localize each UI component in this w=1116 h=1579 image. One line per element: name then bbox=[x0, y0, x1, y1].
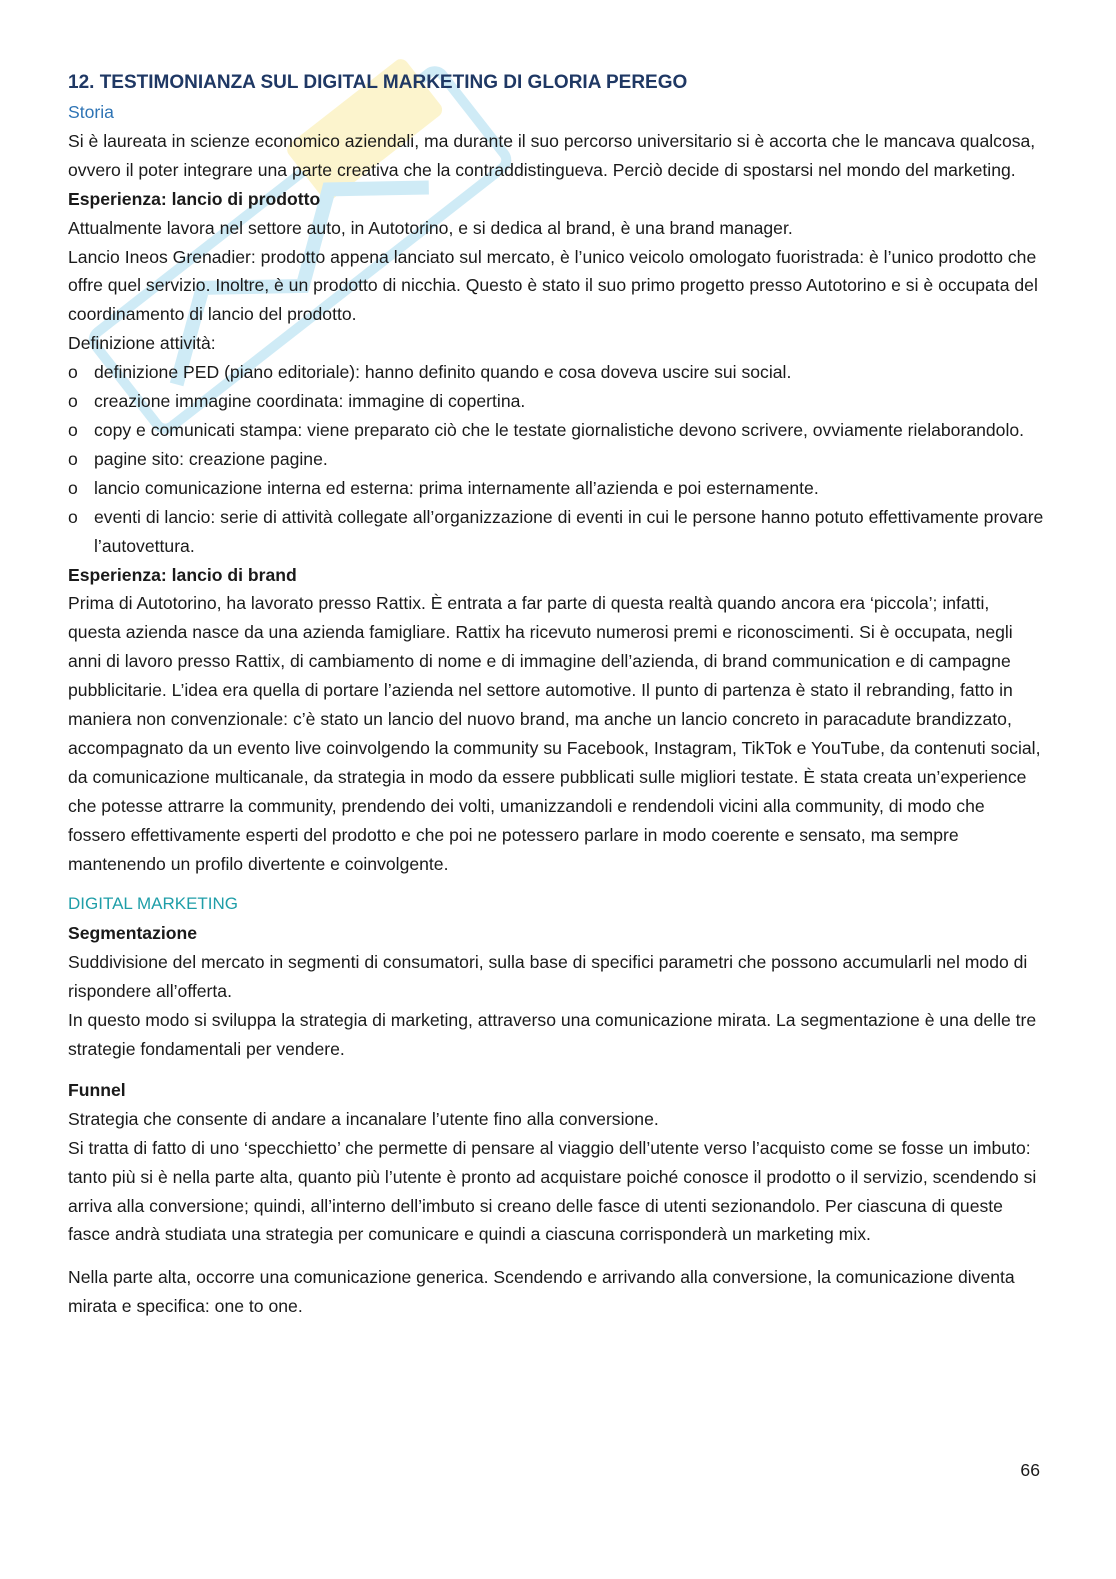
bullet-marker: o bbox=[68, 506, 78, 527]
page-number: 66 bbox=[1020, 1460, 1040, 1480]
lancio-prodotto-heading: Esperienza: lancio di prodotto bbox=[68, 188, 321, 209]
list-item: o copy e comunicati stampa: viene preparato ciò che le testate giornalistiche devono scrivere, ovviamente rielaborandolo. bbox=[68, 416, 1046, 445]
list-item: o creazione immagine coordinata: immagine di copertina. bbox=[68, 387, 1046, 416]
lancio-brand-heading: Esperienza: lancio di brand bbox=[68, 564, 297, 585]
list-item: o pagine sito: creazione pagine. bbox=[68, 445, 1046, 474]
document-page bbox=[68, 68, 1046, 1321]
list-item: o lancio comunicazione interna ed esterna: prima internamente all’azienda e poi esternamente. bbox=[68, 474, 1046, 503]
funnel-heading: Funnel bbox=[68, 1079, 126, 1100]
storia-text: Si è laureata in scienze economico aziendali, ma durante il suo percorso universitario si è accorta che le mancava qualcosa, ovvero il poter integrare una parte creativa che la contraddistingueva. Perciò decide di spostarsi nel mondo del marketing. bbox=[68, 130, 1036, 180]
lancio-prodotto-p1: Attualmente lavora nel settore auto, in Autotorino, e si dedica al brand, è una brand manager. bbox=[68, 217, 793, 238]
lancio-brand-text: Prima di Autotorino, ha lavorato presso Rattix. È entrata a far parte di questa realtà quando ancora era ‘piccola’; infatti, questa azienda nasce da una azienda famigliare. Rattix ha ricevuto numerosi premi e riconoscimenti. Si è occupata, negli anni di lavoro presso Rattix, di cambiamento di nome e di immagine dell’azienda, di brand communication e di campagne pubblicitarie. L’idea era quella di portare l’azienda nel settore automotive. Il punto di partenza è stato il rebranding, fatto in maniera non convenzionale: c’è stato un lancio del nuovo brand, ma anche un lancio concreto in paracadute brandizzato, accompagnato da un evento live coinvolgendo la community su Facebook, Instagram, TikTok e YouTube, da contenuti social, da comunicazione multicanale, da strategia in modo da essere pubblicati sulle migliori testate. È stata creata un’experience che potesse attrarre la community, prendendo dei volti, umanizzandoli e rendendoli vicini alla community, di modo che fossero effettivamente esperti del prodotto e che poi ne potessero parlare in modo coerente e sensato, ma sempre mantenendo un profilo divertente e coinvolgente. bbox=[68, 593, 1041, 874]
bullet-marker: o bbox=[68, 477, 78, 498]
funnel-p1: Strategia che consente di andare a incanalare l’utente fino alla conversione. bbox=[68, 1108, 659, 1129]
list-item: o definizione PED (piano editoriale): hanno definito quando e cosa doveva uscire sui social. bbox=[68, 358, 1046, 387]
lancio-prodotto-p3: Definizione attività: bbox=[68, 333, 216, 354]
funnel-p3: Nella parte alta, occorre una comunicazione generica. Scendendo e arrivando alla conversione, la comunicazione diventa mirata e specifica: one to one. bbox=[68, 1267, 1015, 1317]
segmentazione-p1: Suddivisione del mercato in segmenti di consumatori, sulla base di specifici parametri che possono accumularli nel modo di rispondere all’offerta. bbox=[68, 952, 1028, 1002]
bullet-marker: o bbox=[68, 419, 78, 440]
attivita-list bbox=[68, 358, 1046, 560]
list-item: o eventi di lancio: serie di attività collegate all’organizzazione di eventi in cui le persone hanno potuto effettivamente provare l’autovettura. bbox=[68, 503, 1046, 561]
bullet-marker: o bbox=[68, 391, 78, 412]
segmentazione-heading: Segmentazione bbox=[68, 923, 198, 944]
storia-heading: Storia bbox=[68, 102, 114, 122]
segmentazione-p2: In questo modo si sviluppa la strategia di marketing, attraverso una comunicazione mirata. La segmentazione è una delle tre strategie fondamentali per vendere. bbox=[68, 1010, 1037, 1059]
funnel-p2: Si tratta di fatto di uno ‘specchietto’ che permette di pensare al viaggio dell’utente verso l’acquisto come se fosse un imbuto: tanto più si è nella parte alta, quanto più l’utente è pronto ad acquistare poiché conosce il prodotto o il servizio, scendendo si arriva alla conversione; quindi, all’interno dell’imbuto si creano delle fasce di utenti sezionandolo. Per ciascuna di queste fasce andrà studiata una strategia per comunicare e quindi a ciascuna corrisponderà un marketing mix. bbox=[68, 1137, 1037, 1245]
section-title: 12. TESTIMONIANZA SUL DIGITAL MARKETING DI GLORIA PEREGO bbox=[68, 72, 688, 93]
lancio-prodotto-p2: Lancio Ineos Grenadier: prodotto appena lanciato sul mercato, è l’unico veicolo omologato fuoristrada: è l’unico prodotto che offre quel servizio. Inoltre, è un prodotto di nicchia. Questo è stato il suo primo progetto presso Autotorino e si è occupata del coordinamento di lancio del prodotto. bbox=[68, 246, 1038, 325]
bullet-marker: o bbox=[68, 448, 78, 469]
digital-marketing-heading: DIGITAL MARKETING bbox=[68, 894, 239, 914]
bullet-marker: o bbox=[68, 362, 78, 383]
